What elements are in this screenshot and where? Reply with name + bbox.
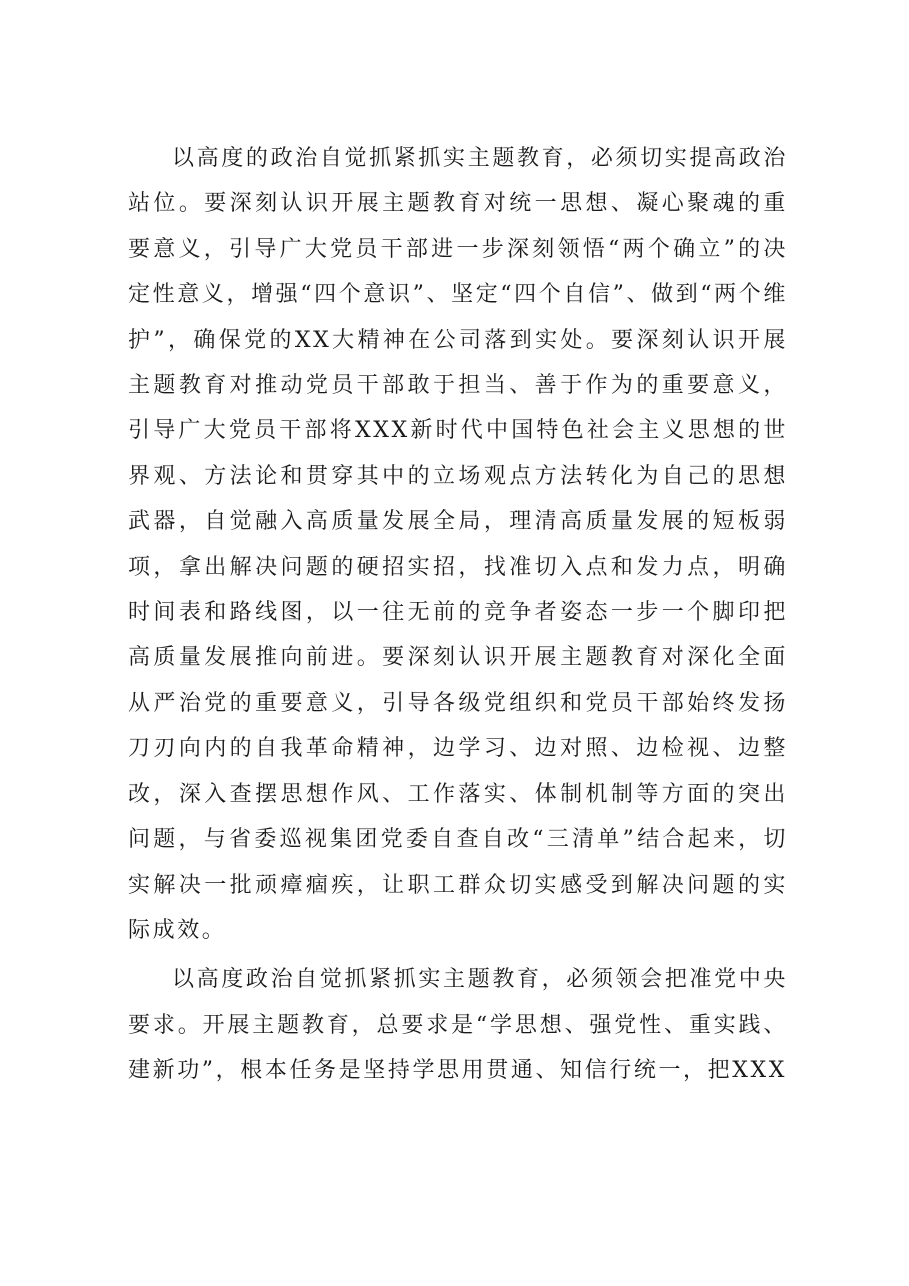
document-body xyxy=(128,136,788,1094)
paragraph-1: 以高度的政治自觉抓紧抓实主题教育，必须切实提高政治站位。要深刻认识开展主题教育对统一思想、凝心聚魂的重要意义，引导广大党员干部进一步深刻领悟“两个确立”的决定性意义，增强“四个意识”、坚定“四个自信”、做到“两个维护”，确保党的XX大精神在公司落到实处。要深刻认识开展主题教育对推动党员干部敢于担当、善于作为的重要意义，引导广大党员干部将XXX新时代中国特色社会主义思想的世界观、方法论和贯穿其中的立场观点方法转化为自己的思想武器，自觉融入高质量发展全局，理清高质量发展的短板弱项，拿出解决问题的硬招实招，找准切入点和发力点，明确时间表和路线图，以一往无前的竞争者姿态一步一个脚印把高质量发展推向前进。要深刻认识开展主题教育对深化全面从严治党的重要意义，引导各级党组织和党员干部始终发扬刀刃向内的自我革命精神，边学习、边对照、边检视、边整改，深入查摆思想作风、工作落实、体制机制等方面的突出问题，与省委巡视集团党委自查自改“三清单”结合起来，切实解决一批顽瘴痼疾，让职工群众切实感受到解决问题的实际成效。 xyxy=(128,146,788,943)
paragraph-2: 以高度政治自觉抓紧抓实主题教育，必须领会把准党中央要求。开展主题教育，总要求是“学思想、强党性、重实践、建新功”，根本任务是坚持学思用贯通、知信行统一，把XXX xyxy=(128,967,788,1084)
